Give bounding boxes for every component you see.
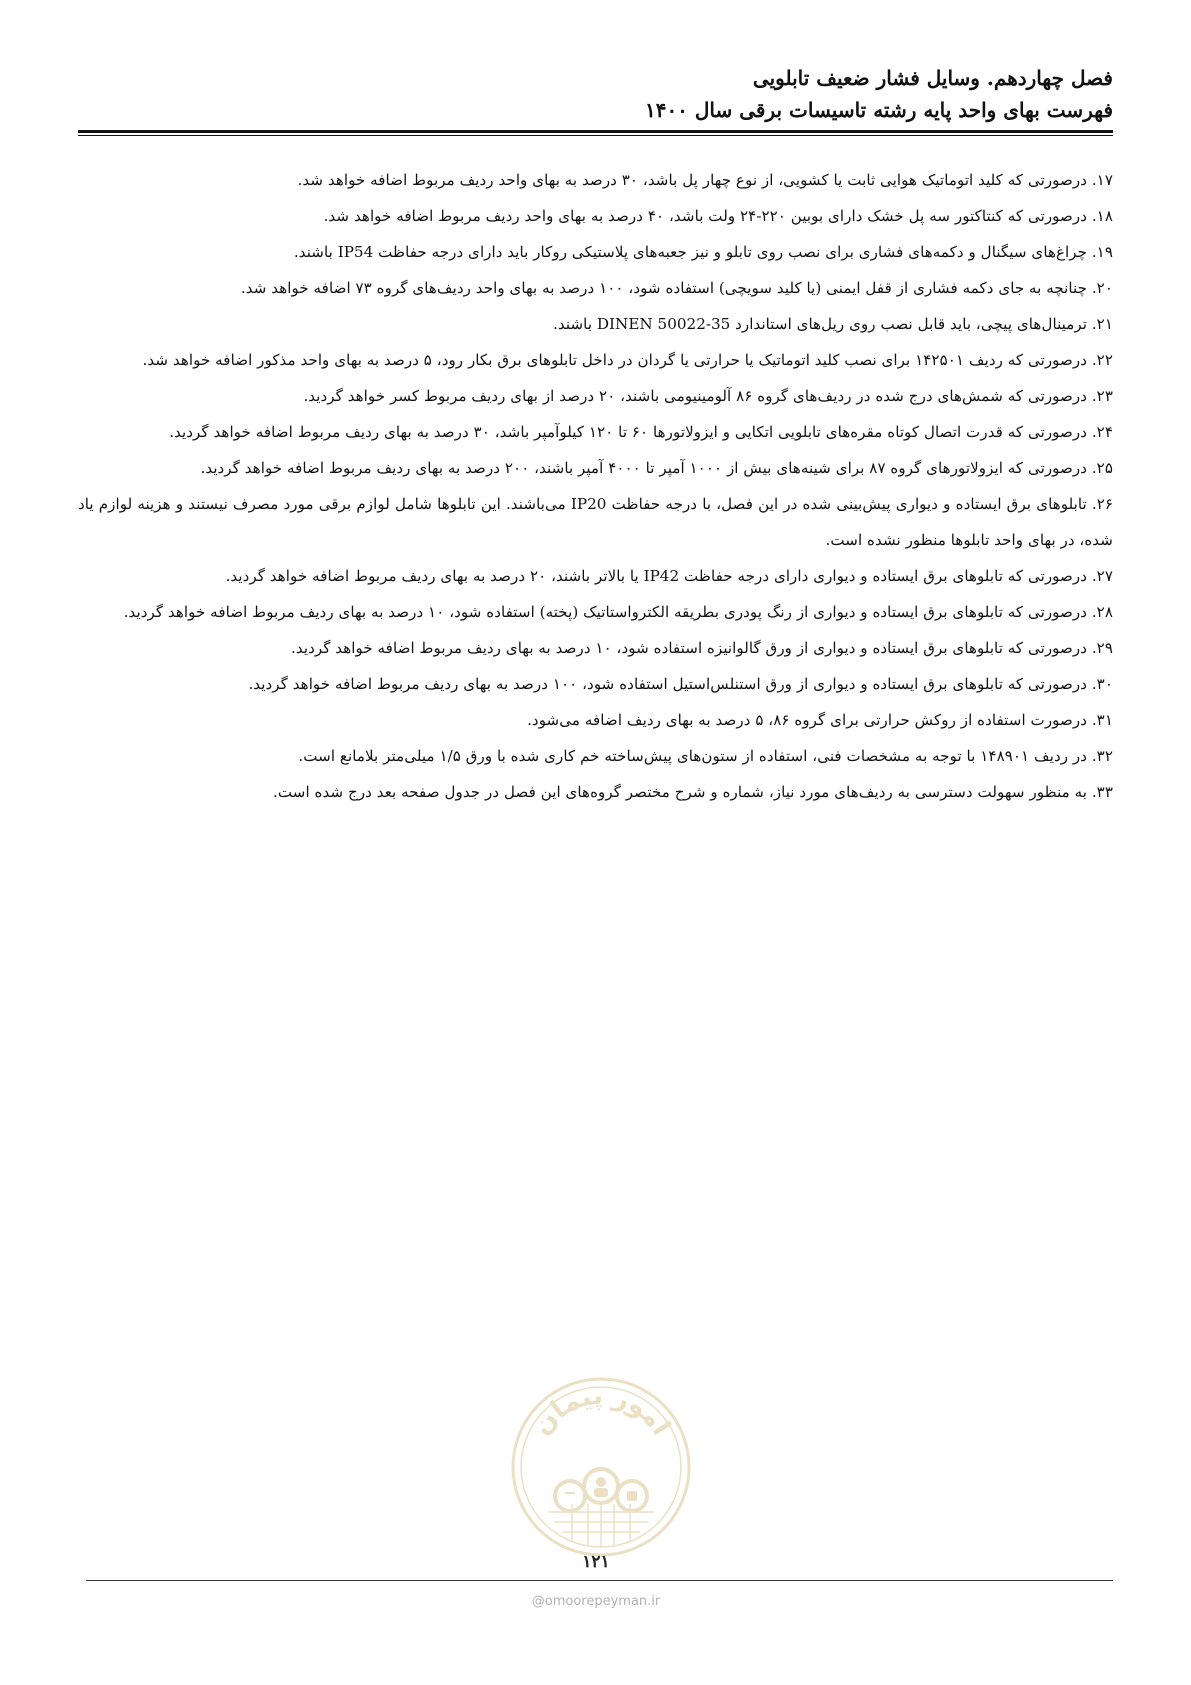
note-number: ۱۹. [1091,243,1113,261]
note-text: درصورتی که تابلوهای برق ایستاده و دیواری دارای درجه حفاظت IP42 یا بالاتر باشند، ۲۰ درصد به بهای ردیف مربوط اضافه خواهد گردید. [225,567,1088,585]
omoorepeyman-logo-watermark [508,1374,694,1560]
note-number: ۱۷. [1091,171,1113,189]
note-item-32 [78,738,1113,774]
note-text: چراغ‌های سیگنال و دکمه‌های فشاری برای نصب روی تابلو و نیز جعبه‌های پلاستیکی روکار باید دارای درجه حفاظت IP54 باشند. [293,243,1088,261]
note-number: ۳۳. [1091,783,1113,801]
note-text: درصورتی که قدرت اتصال کوتاه مقره‌های تابلویی اتکایی و ایزولاتورها ۶۰ تا ۱۲۰ کیلوآمپر باشد، ۳۰ درصد به بهای ردیف مربوط اضافه خواهد گردید. [169,423,1088,441]
note-text: در ردیف ۱۴۸۹۰۱ با توجه به مشخصات فنی، استفاده از ستون‌های پیش‌ساخته خم کاری شده با ورق ۱/۵ میلی‌متر بلامانع است. [298,747,1088,765]
note-number: ۲۴. [1091,423,1113,441]
note-number: ۳۰. [1091,675,1113,693]
page-number: ۱۲۱ [582,1552,610,1572]
note-text: درصورتی که تابلوهای برق ایستاده و دیواری از ورق گالوانیزه استفاده شود، ۱۰ درصد به بهای ردیف مربوط اضافه خواهد گردید. [291,639,1088,657]
note-text: تابلوهای برق ایستاده و دیواری پیش‌بینی شده در این فصل، با درجه حفاظت IP20 می‌باشند. این تابلوها شامل لوازم برقی مورد مصرف نیستند و هزینه لوازم یاد شده، در بهای واحد تابلوها منظور نشده است. [78,495,1113,549]
note-item-19 [78,234,1113,270]
header-divider-thin [78,135,1113,136]
note-item-20 [78,270,1113,306]
note-text: درصورتی که ردیف ۱۴۲۵۰۱ برای نصب کلید اتوماتیک یا حرارتی یا گردان در داخل تابلوهای برق بکار رود، ۵ درصد به بهای واحد مذکور اضافه خواهد شد. [142,351,1088,369]
note-number: ۳۲. [1091,747,1113,765]
footer-divider [86,1580,1113,1581]
watermark-text: امور پیمان [526,1380,676,1441]
note-item-25 [78,450,1113,486]
note-item-28 [78,594,1113,630]
note-text: درصورتی که کلید اتوماتیک هوایی ثابت یا کشویی، از نوع چهار پل باشد، ۳۰ درصد به بهای واحد ردیف مربوط اضافه خواهد شد. [297,171,1088,189]
note-text: درصورت استفاده از روکش حرارتی برای گروه ۸۶، ۵ درصد به بهای ردیف اضافه می‌شود. [527,711,1088,729]
note-number: ۲۰. [1091,279,1113,297]
note-item-23 [78,378,1113,414]
note-text: درصورتی که کنتاکتور سه پل خشک دارای بوبین ۲۲۰-۲۴ ولت باشد، ۴۰ درصد به بهای واحد ردیف مربوط اضافه خواهد شد. [323,207,1088,225]
note-number: ۲۲. [1091,351,1113,369]
website-watermark: @omoorepeyman.ir [531,1594,661,1609]
note-number: ۲۶. [1091,495,1114,513]
note-item-33 [78,774,1113,810]
note-number: ۲۳. [1091,387,1113,405]
note-text: چنانچه به جای دکمه فشاری از قفل ایمنی (یا کلید سویچی) استفاده شود، ۱۰۰ درصد به بهای واحد ردیف‌های گروه ۷۳ اضافه خواهد شد. [240,279,1088,297]
note-item-27 [78,558,1113,594]
note-item-21 [78,306,1113,342]
chapter-title: فصل چهاردهم. وسایل فشار ضعیف تابلویی [752,66,1113,90]
document-subtitle: فهرست بهای واحد پایه رشته تاسیسات برقی سال ۱۴۰۰ [644,98,1113,122]
note-number: ۲۵. [1091,459,1113,477]
note-text: به منظور سهولت دسترسی به ردیف‌های مورد نیاز، شماره و شرح مختصر گروه‌های این فصل در جدول صفحه بعد درج شده است. [273,783,1088,801]
note-item-29 [78,630,1113,666]
note-item-26 [78,486,1113,558]
note-text: درصورتی که شمش‌های درج شده در ردیف‌های گروه ۸۶ آلومینیومی باشند، ۲۰ درصد از بهای ردیف مربوط کسر خواهد گردید. [303,387,1088,405]
notes-list [78,162,1113,810]
note-text: درصورتی که تابلوهای برق ایستاده و دیواری از ورق استنلس‌استیل استفاده شود، ۱۰۰ درصد به بهای ردیف مربوط اضافه خواهد گردید. [248,675,1088,693]
note-number: ۱۸. [1091,207,1113,225]
note-number: ۲۸. [1091,603,1113,621]
note-item-31 [78,702,1113,738]
note-text: درصورتی که ایزولاتورهای گروه ۸۷ برای شینه‌های بیش از ۱۰۰۰ آمپر تا ۴۰۰۰ آمپر باشند، ۲۰۰ درصد به بهای ردیف مربوط اضافه خواهد گردید. [200,459,1088,477]
header-divider-thick [78,130,1113,133]
note-item-17 [78,162,1113,198]
note-number: ۲۷. [1091,567,1113,585]
note-item-22 [78,342,1113,378]
note-item-24 [78,414,1113,450]
page-header [78,62,1113,126]
svg-text:امور پیمان [527,1381,676,1441]
note-number: ۲۹. [1091,639,1113,657]
note-number: ۳۱. [1091,711,1113,729]
note-text: ترمینال‌های پیچی، باید قابل نصب روی ریل‌های استاندارد DINEN 50022-35 باشند. [553,315,1088,333]
note-item-30 [78,666,1113,702]
note-item-18 [78,198,1113,234]
note-text: درصورتی که تابلوهای برق ایستاده و دیواری از رنگ پودری بطریقه الکترواستاتیک (پخته) استفاده شود، ۱۰ درصد به بهای ردیف مربوط اضافه خواهد گردید. [123,603,1088,621]
note-number: ۲۱. [1091,315,1113,333]
